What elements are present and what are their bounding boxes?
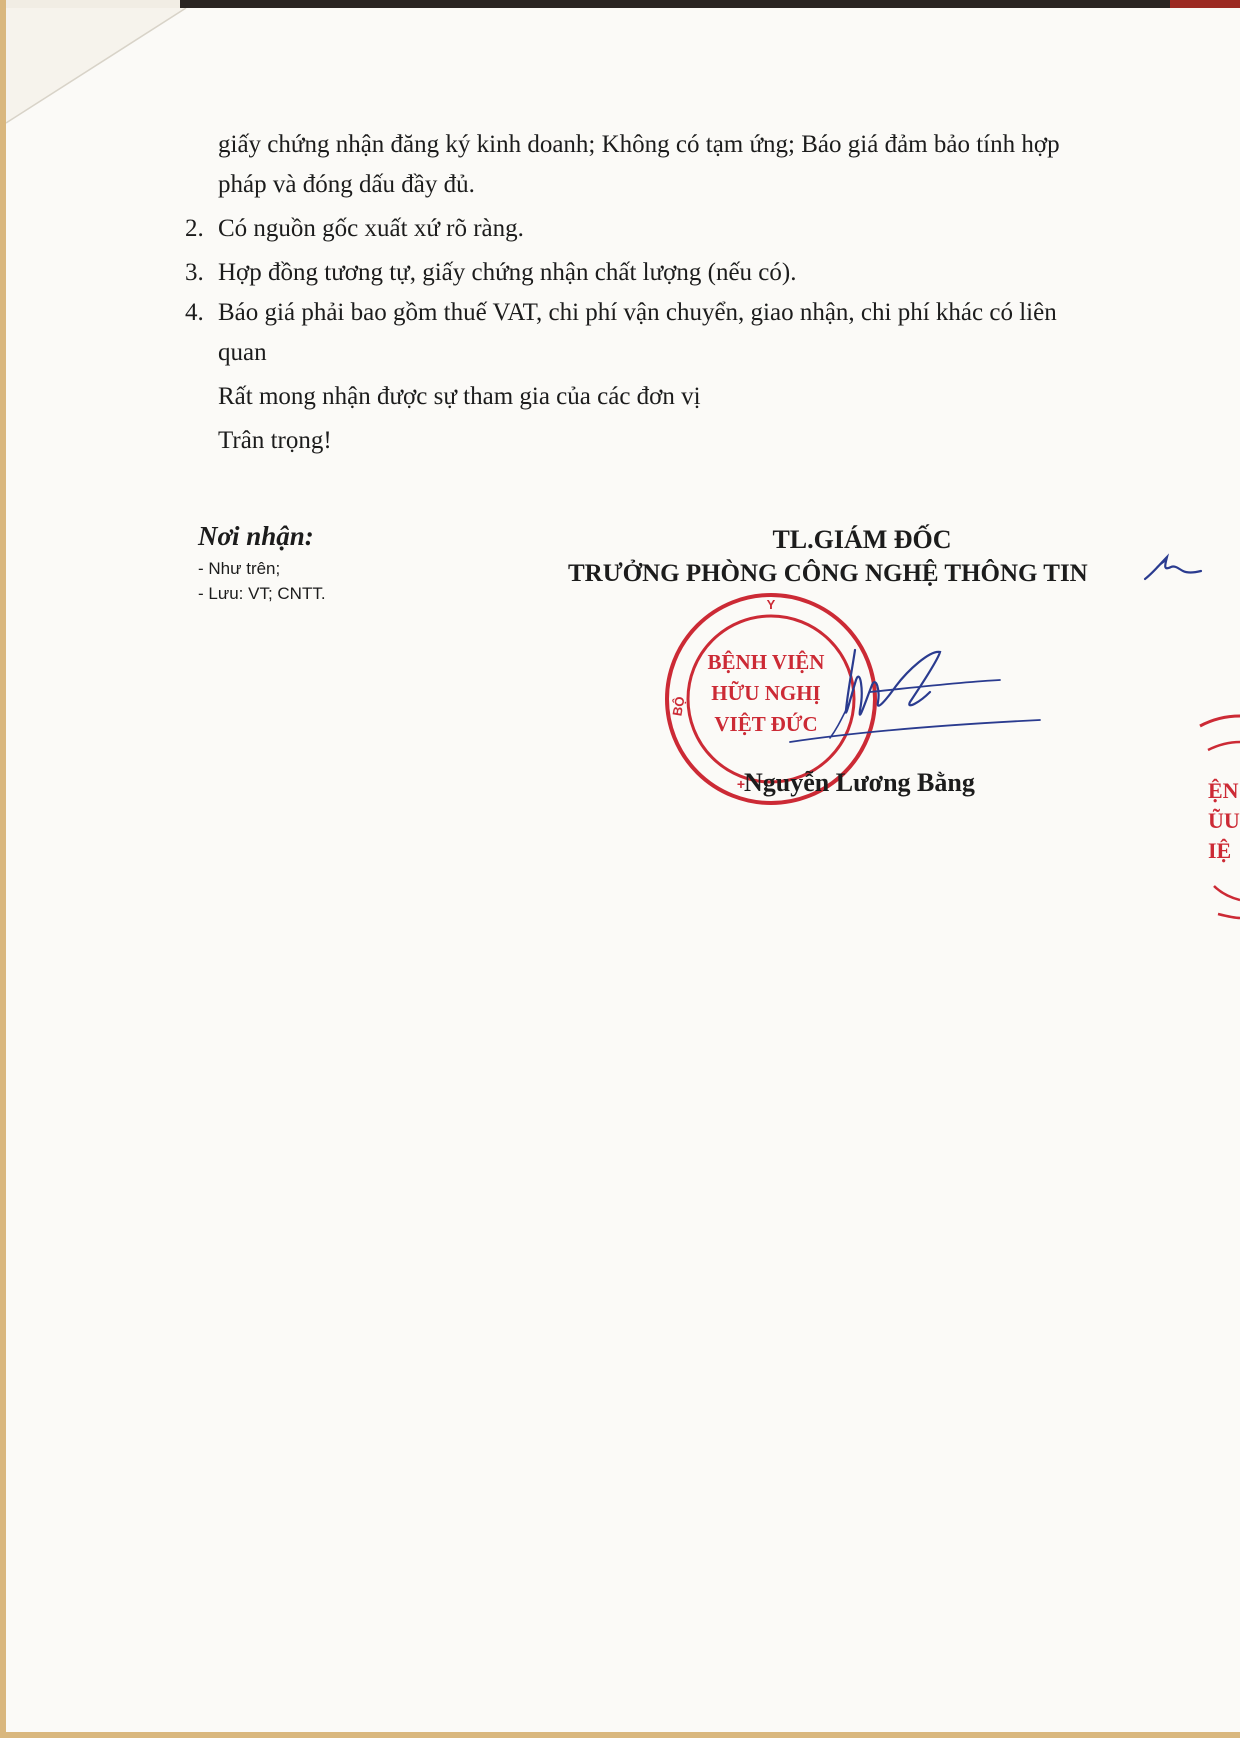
partial-seal-text: IỆ — [1208, 838, 1232, 863]
recipient-item: - Như trên; — [198, 559, 281, 578]
signer-name: Nguyễn Lương Bằng — [744, 768, 975, 797]
list-number: 2. — [185, 215, 204, 242]
seal-ring-left: BỘ — [669, 695, 688, 718]
handwritten-signature — [760, 630, 1050, 760]
seal-line-1: BỆNH VIỆN — [707, 650, 825, 674]
signature-block — [568, 523, 1208, 591]
seal-ring-top: Y — [766, 597, 776, 612]
list-item-4 — [185, 293, 1158, 333]
list-item-2 — [185, 209, 1158, 249]
body-line: giấy chứng nhận đăng ký kinh doanh; Không có tạm ứng; Báo giá đảm bảo tính hợp — [218, 131, 1060, 158]
svg-text:+: + — [736, 776, 746, 792]
table-edge-top-accent — [1170, 0, 1240, 8]
partial-seal — [1190, 710, 1240, 930]
body-line: pháp và đóng dấu đầy đủ. — [218, 171, 475, 198]
partial-seal-text: ỆN — [1208, 778, 1239, 803]
list-item-4-continued: quan — [218, 339, 267, 366]
seal-line-2: HỮU NGHỊ — [711, 681, 821, 705]
list-item-3 — [185, 253, 1158, 293]
recipient-item: - Lưu: VT; CNTT. — [198, 584, 326, 603]
list-text: Báo giá phải bao gồm thuế VAT, chi phí vận chuyển, giao nhận, chi phí khác có liên — [218, 299, 1057, 326]
closing-regards: Trân trọng! — [218, 427, 332, 454]
closing-line: Rất mong nhận được sự tham gia của các đơn vị — [218, 383, 701, 410]
list-text: Có nguồn gốc xuất xứ rõ ràng. — [218, 215, 524, 242]
signatory-department: TRƯỞNG PHÒNG CÔNG NGHỆ THÔNG TIN — [568, 560, 1088, 587]
table-edge-top — [180, 0, 1240, 8]
recipients-title: Nơi nhận: — [198, 521, 314, 551]
table-edge-bottom — [0, 1732, 1240, 1738]
initial-mark — [1143, 553, 1203, 583]
list-number: 3. — [185, 259, 204, 286]
signatory-title: TL.GIÁM ĐỐC — [772, 525, 952, 554]
page-fold-corner — [6, 8, 206, 138]
letter-body — [185, 125, 1158, 461]
list-number: 4. — [185, 299, 204, 326]
list-text: Hợp đồng tương tự, giấy chứng nhận chất lượng (nếu có). — [218, 259, 797, 286]
partial-seal-text: ŨU — [1208, 808, 1240, 833]
recipients-block — [198, 521, 326, 606]
seal-line-3: VIỆT ĐỨC — [714, 712, 818, 736]
